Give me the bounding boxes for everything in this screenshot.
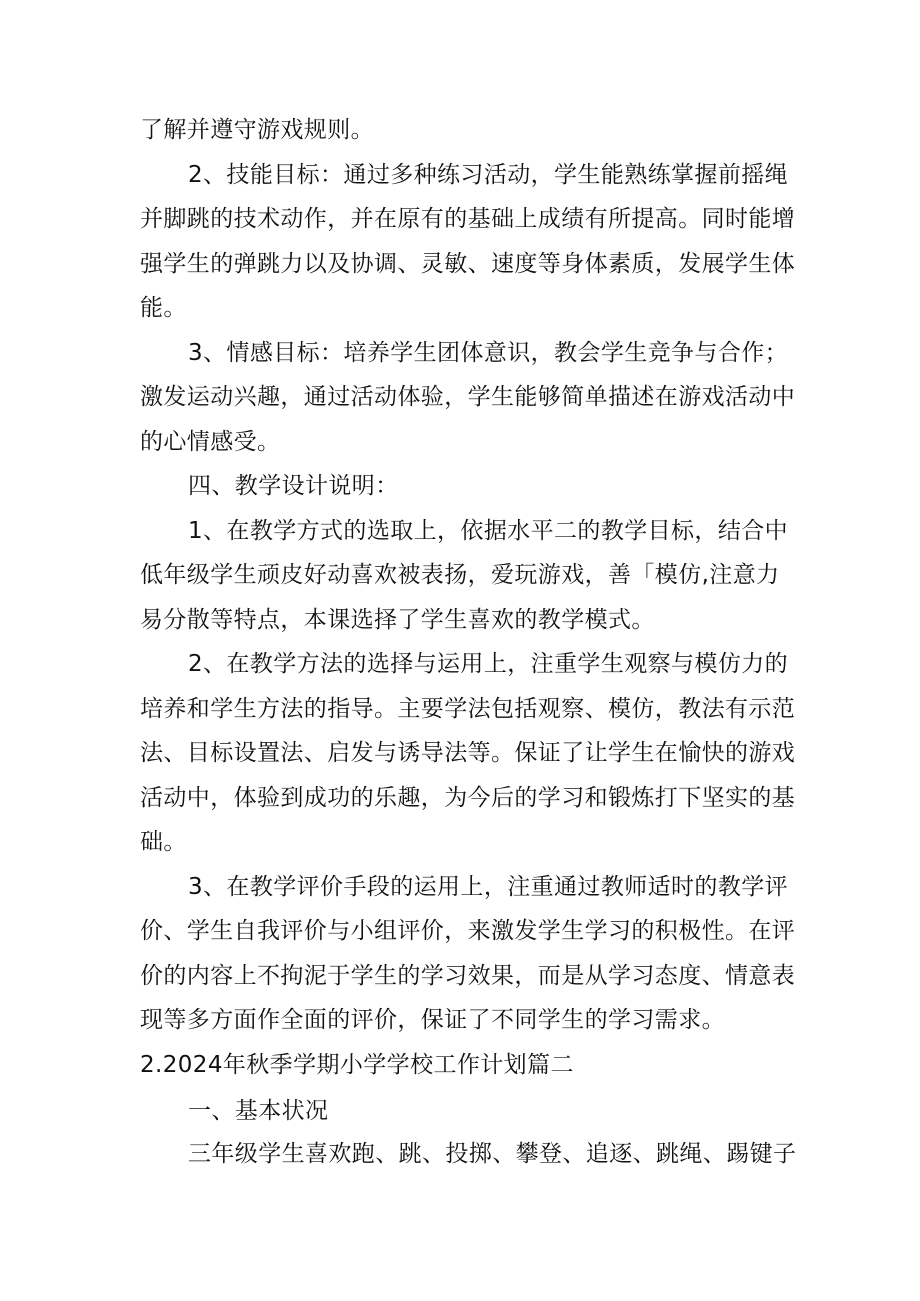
paragraph-line: 2、在教学方法的选择与运用上，注重学生观察与模仿力的 xyxy=(188,651,789,677)
paragraph-line: 活动中，体验到成功的乐趣，为今后的学习和锻炼打下坚实的基 xyxy=(140,785,796,811)
section-heading: 一、基本状况 xyxy=(188,1098,329,1124)
paragraph-line: 能。 xyxy=(140,295,187,321)
document-title: 2.2024年秋季学期小学学校工作计划篇二 xyxy=(140,1052,574,1078)
paragraph-line: 激发运动兴趣，通过活动体验，学生能够简单描述在游戏活动中 xyxy=(140,384,796,410)
paragraph-line: 培养和学生方法的指导。主要学法包括观察、模仿，教法有示范 xyxy=(140,696,796,722)
paragraph-line: 强学生的弹跳力以及协调、灵敏、速度等身体素质，发展学生体 xyxy=(140,251,796,277)
paragraph-line: 现等多方面作全面的评价，保证了不同学生的学习需求。 xyxy=(140,1007,725,1033)
paragraph-line: 低年级学生顽皮好动喜欢被表扬，爱玩游戏，善「模仿,注意力 xyxy=(140,562,780,588)
paragraph-line: 1、在教学方式的选取上，依据水平二的教学目标，结合中 xyxy=(188,518,789,544)
paragraph-line: 易分散等特点，本课选择了学生喜欢的教学模式。 xyxy=(140,607,655,633)
section-heading: 四、教学设计说明： xyxy=(188,473,399,499)
paragraph-line: 法、目标设置法、启发与诱导法等。保证了让学生在愉快的游戏 xyxy=(140,740,796,766)
paragraph-line: 了解并遵守游戏规则。 xyxy=(140,117,374,143)
paragraph-line: 三年级学生喜欢跑、跳、投掷、攀登、追逐、跳绳、踢键子 xyxy=(188,1141,797,1167)
paragraph-line: 3、在教学评价手段的运用上，注重通过教师适时的教学评 xyxy=(188,874,789,900)
paragraph-line: 的心情感受。 xyxy=(140,429,281,455)
paragraph-line: 价、学生自我评价与小组评价，来激发学生学习的积极性。在评 xyxy=(140,918,796,944)
paragraph-line: 并脚跳的技术动作，并在原有的基础上成绩有所提高。同时能增 xyxy=(140,206,796,232)
paragraph-line: 3、情感目标：培养学生团体意识，教会学生竞争与合作； xyxy=(188,340,789,366)
paragraph-line: 础。 xyxy=(140,829,187,855)
paragraph-line: 2、技能目标：通过多种练习活动，学生能熟练掌握前摇绳 xyxy=(188,162,789,188)
paragraph-line: 价的内容上不拘泥于学生的学习效果，而是从学习态度、情意表 xyxy=(140,963,796,989)
